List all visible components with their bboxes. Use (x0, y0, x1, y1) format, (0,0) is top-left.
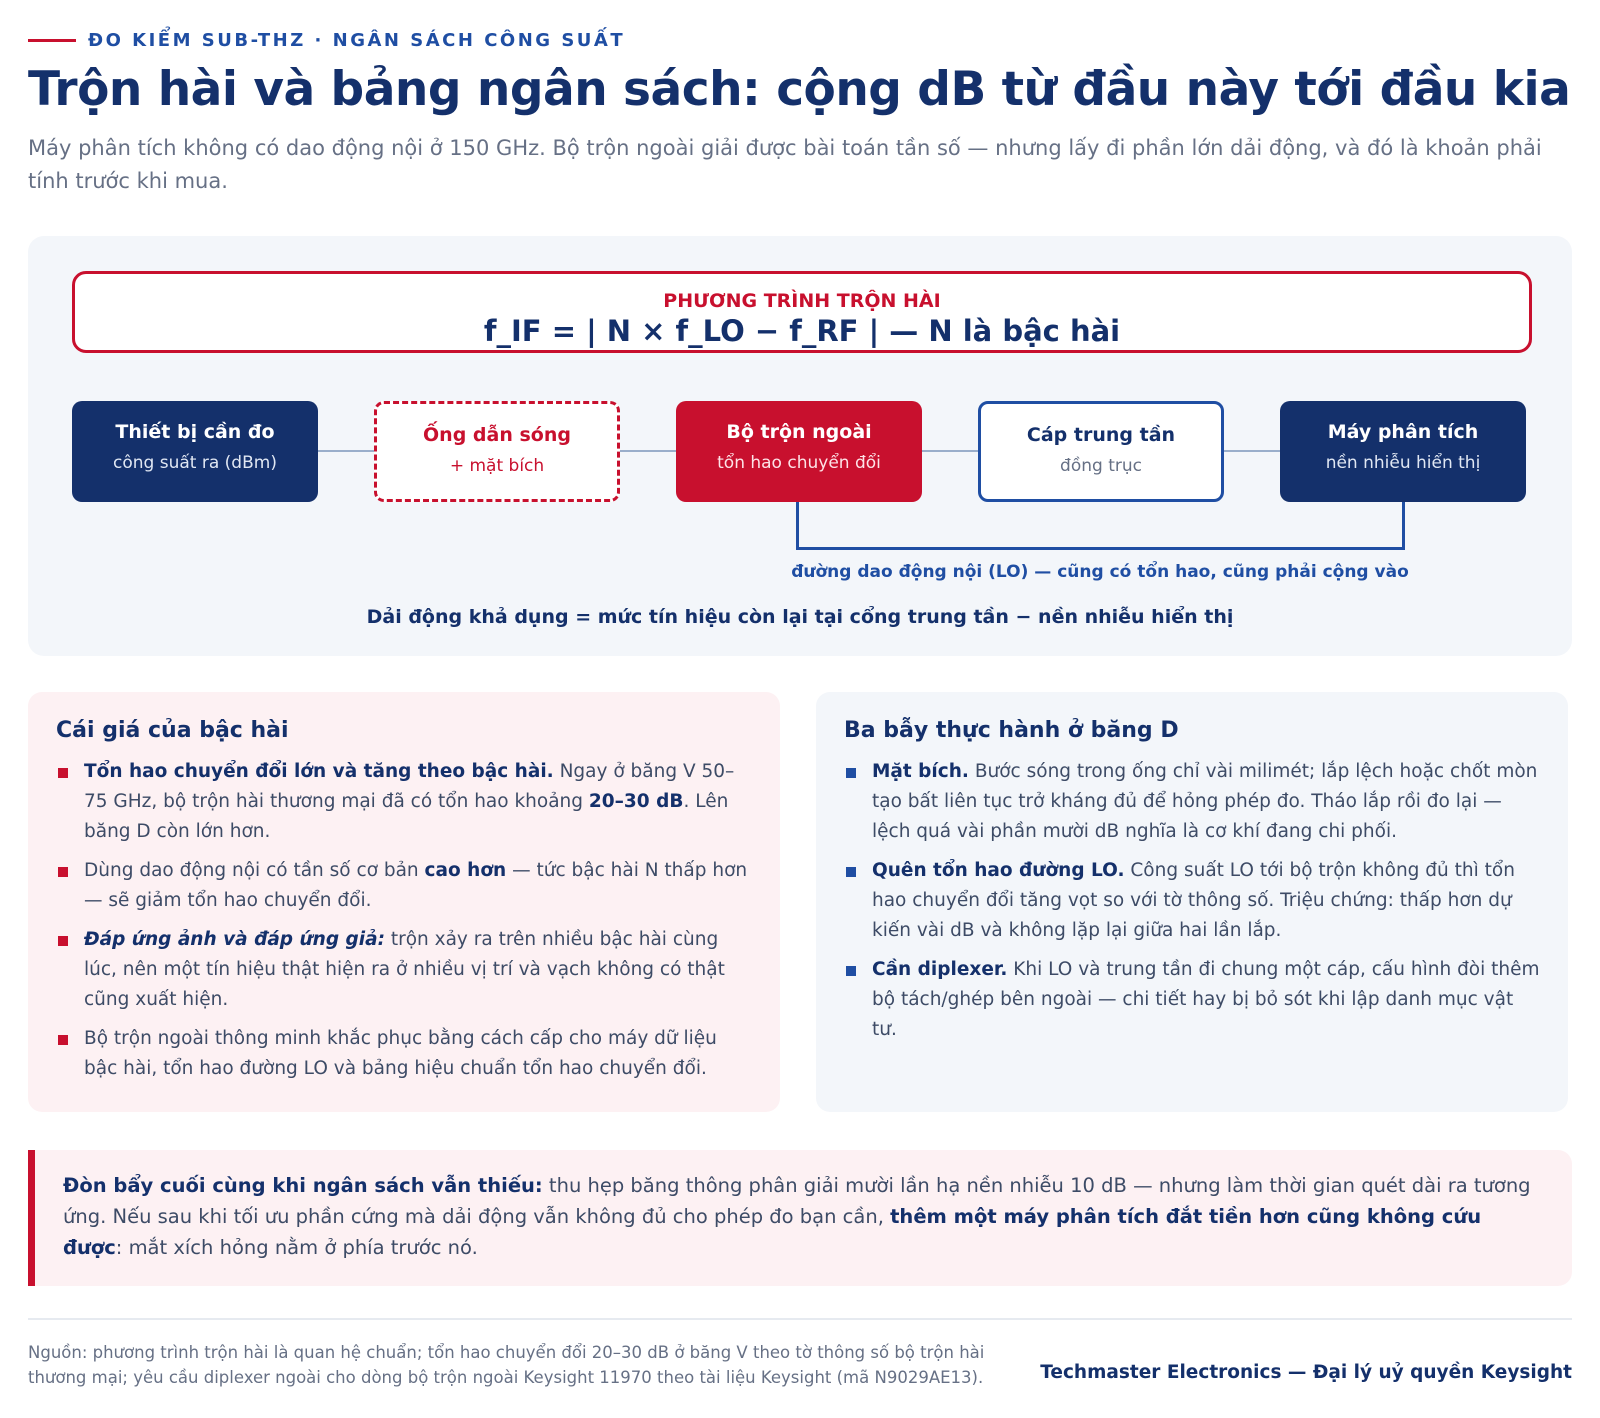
bullet-square-icon (58, 1035, 68, 1045)
node-waveguide (374, 401, 620, 502)
node-subtitle: nền nhiễu hiển thị (1325, 453, 1481, 473)
bullet-square-icon (846, 768, 856, 778)
item-bold: Quên tổn hao đường LO. (872, 860, 1125, 881)
callout-text: thu hẹp băng thông phân giải mười lần hạ nền nhiễu 10 dB — nhưng làm thời gian quét dài ra tương ứng. Nếu sau khi tối ưu phần cứng mà dải động vẫn không đủ cho phép đo bạn cần, (63, 1174, 1531, 1228)
bullet-list (844, 757, 1540, 1045)
dynamic-range-note: Dải động khả dụng = mức tín hiệu còn lại tại cổng trung tần − nền nhiễu hiển thị (366, 606, 1234, 628)
node-external-mixer (676, 401, 922, 502)
lo-path-line (796, 502, 1405, 550)
brand-credit: Techmaster Electronics — Đại lý uỷ quyền Keysight (1040, 1362, 1572, 1383)
item-bold: cao hơn (424, 860, 507, 881)
item-text: Bước sóng trong ống chỉ vài milimét; lắp lệch hoặc chốt mòn tạo bất liên tục trở kháng đủ để hỏng phép đo. Tháo lắp rồi đo lại — lệch quá vài phần mười dB nghĩa là cơ khí đang chi phối. (872, 761, 1538, 842)
callout-bold: thêm một máy phân tích đắt tiền hơn cũng không cứu được (63, 1205, 1482, 1259)
node-subtitle: công suất ra (dBm) (113, 453, 277, 473)
list-item (56, 757, 752, 847)
bullet-square-icon (846, 867, 856, 877)
node-subtitle: tổn hao chuyển đổi (717, 453, 881, 473)
item-bold: Tổn hao chuyển đổi lớn và tăng theo bậc hài. (84, 761, 554, 782)
item-text: Công suất LO tới bộ trộn không đủ thì tổn hao chuyển đổi tăng vọt so với tờ thông số. Triệu chứng: thấp hơn dự kiến vài dB và không lặp lại giữa hai lần lắp. (872, 860, 1515, 941)
item-text: trộn xảy ra trên nhiều bậc hài cùng lúc, nên một tín hiệu thật hiện ra ở nhiều vị trí và vạch không có thật cũng xuất hiện. (84, 929, 725, 1010)
node-title: Ống dẫn sóng (423, 424, 571, 446)
card-title: Cái giá của bậc hài (56, 718, 289, 743)
eyebrow (28, 30, 625, 51)
node-if-cable (978, 401, 1224, 502)
item-text: Dùng dao động nội có tần số cơ bản (84, 860, 425, 881)
eyebrow-text: ĐO KIỂM SUB-THZ · NGÂN SÁCH CÔNG SUẤT (88, 30, 626, 51)
node-title: Bộ trộn ngoài (726, 421, 872, 443)
harmonic-cost-card (28, 692, 780, 1112)
formula-label: PHƯƠNG TRÌNH TRỘN HÀI (663, 290, 941, 312)
node-subtitle: đồng trục (1060, 456, 1142, 476)
item-text: Ngay ở băng V 50–75 GHz, bộ trộn hài thương mại đã có tổn hao khoảng (84, 761, 735, 812)
eyebrow-accent-line (28, 39, 76, 42)
formula-box (72, 271, 1532, 353)
list-item (56, 1024, 752, 1084)
formula-equation: f_IF = | N × f_LO − f_RF | — N là bậc hài (483, 314, 1121, 348)
list-item (844, 856, 1540, 946)
item-text: Khi LO và trung tần đi chung một cáp, cấu hình đòi thêm bộ tách/ghép bên ngoài — chi tiết hay bị bỏ sót khi lập danh mục vật tư. (872, 959, 1540, 1040)
list-item (56, 856, 752, 916)
item-text: Bộ trộn ngoài thông minh khắc phục bằng cách cấp cho máy dữ liệu bậc hài, tổn hao đường LO và bảng hiệu chuẩn tổn hao chuyển đổi. (84, 1028, 717, 1079)
source-note: Nguồn: phương trình trộn hài là quan hệ chuẩn; tổn hao chuyển đổi 20–30 dB ở băng V theo tờ thông số bộ trộn hài thương mại; yêu cầu diplexer ngoài cho dòng bộ trộn ngoài Keysight 11970 theo tài liệu Keysight (mã N9029AE13). (28, 1343, 985, 1387)
item-bold: Cần diplexer. (872, 959, 1008, 980)
chain-connector (1224, 450, 1280, 452)
bullet-square-icon (58, 936, 68, 946)
bullet-square-icon (846, 966, 856, 976)
bullet-list (56, 757, 752, 1084)
callout-bold: Đòn bẩy cuối cùng khi ngân sách vẫn thiếu: (63, 1174, 543, 1197)
node-dut (72, 401, 318, 502)
card-title: Ba bẫy thực hành ở băng D (844, 718, 1179, 743)
d-band-traps-card (816, 692, 1568, 1112)
item-text: . Lên băng D còn lớn hơn. (84, 791, 729, 842)
node-title: Máy phân tích (1327, 421, 1479, 443)
list-item (844, 955, 1540, 1045)
callout-text: : mắt xích hỏng nằm ở phía trước nó. (115, 1236, 478, 1259)
final-lever-callout (28, 1150, 1572, 1286)
chain-connector (922, 450, 978, 452)
list-item (56, 925, 752, 1015)
lo-path-label: đường dao động nội (LO) — cũng có tổn hao, cũng phải cộng vào (791, 562, 1409, 582)
chain-connector (318, 450, 374, 452)
item-bold: Mặt bích. (872, 761, 969, 782)
node-title: Thiết bị cần đo (115, 421, 275, 443)
page-title: Trộn hài và bảng ngân sách: cộng dB từ đầu này tới đầu kia (28, 62, 1571, 117)
footer-divider (28, 1318, 1572, 1320)
page-subtitle: Máy phân tích không có dao động nội ở 150 GHz. Bộ trộn ngoài giải được bài toán tần số — nhưng lấy đi phần lớn dải động, và đó là khoản phải tính trước khi mua. (28, 136, 1542, 193)
list-item (844, 757, 1540, 847)
item-bold: Đáp ứng ảnh và đáp ứng giả: (84, 929, 385, 950)
node-title: Cáp trung tần (1026, 424, 1176, 446)
bullet-square-icon (58, 867, 68, 877)
chain-connector (620, 450, 676, 452)
item-bold: 20–30 dB (588, 791, 684, 812)
bullet-square-icon (58, 768, 68, 778)
node-subtitle: + mặt bích (449, 456, 545, 476)
node-analyzer (1280, 401, 1526, 502)
item-text: — tức bậc hài N thấp hơn — sẽ giảm tổn hao chuyển đổi. (84, 860, 748, 911)
